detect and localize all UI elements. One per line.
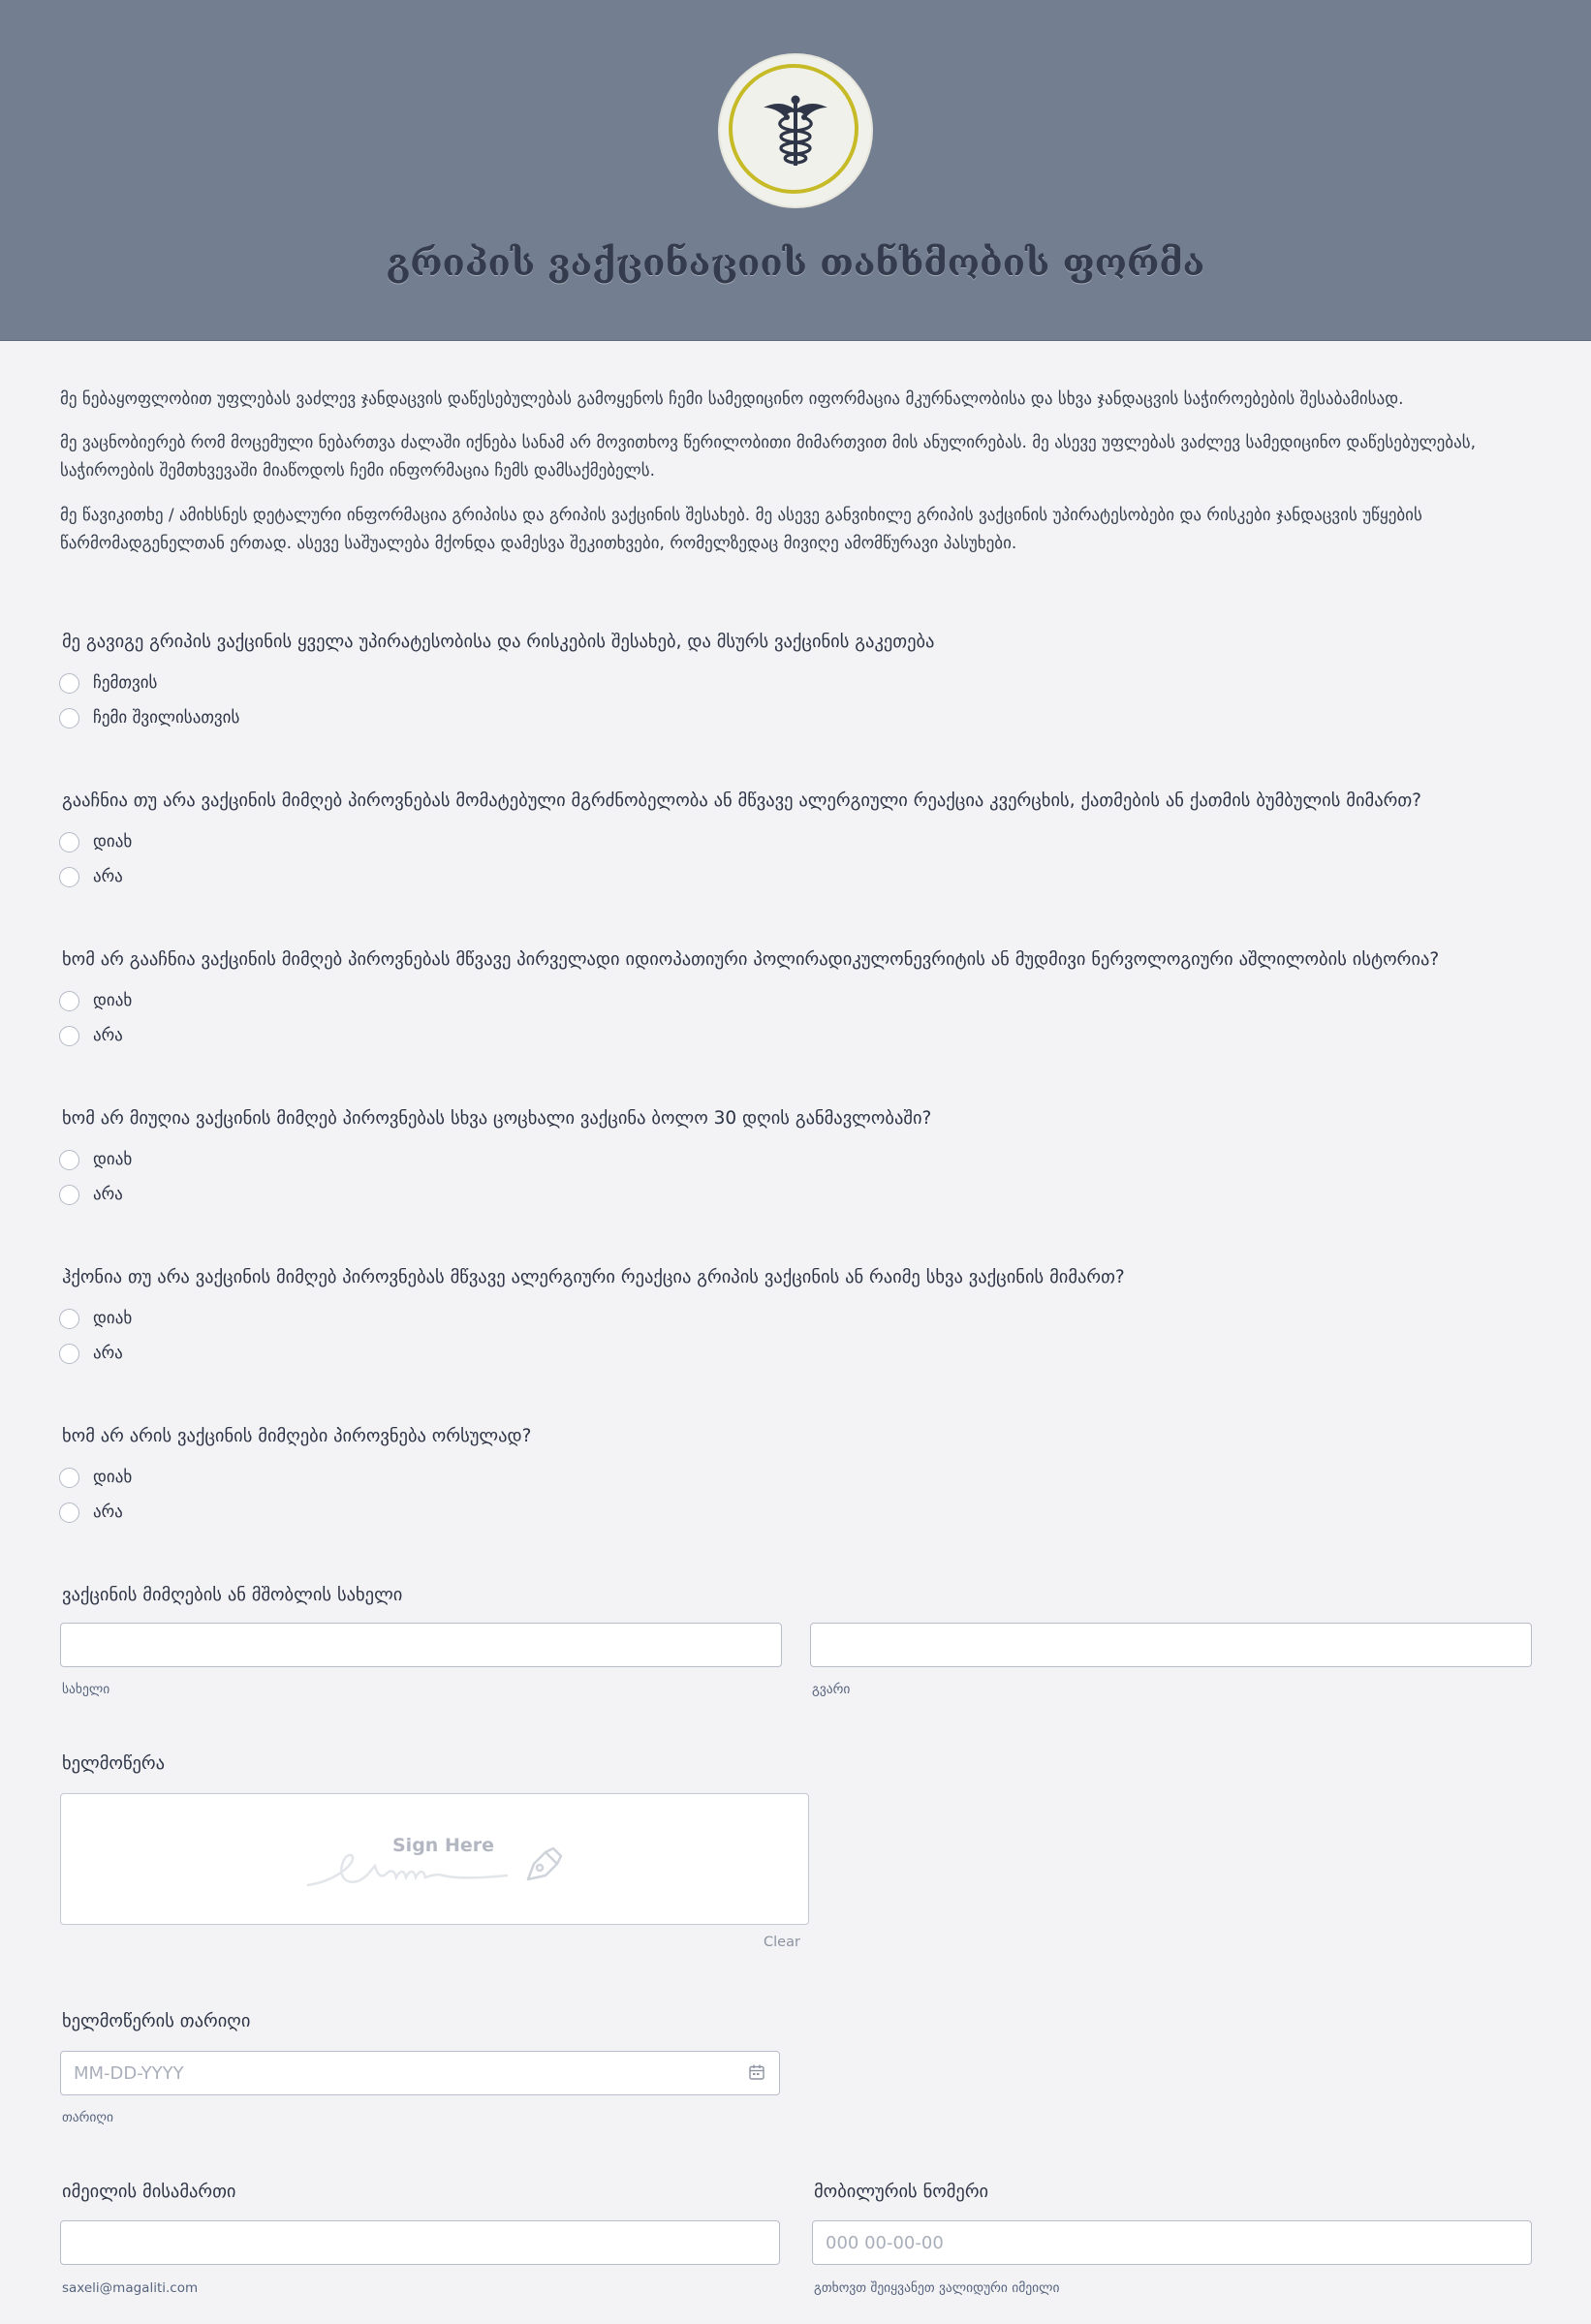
question-6-option-1[interactable] [59,1466,132,1489]
option-label: არა [93,1344,123,1363]
question-5-label: ჰქონია თუ არა ვაქცინის მიმღებ პიროვნებას მწვავე ალერგიური რეაქცია გრიპის ვაქცინის ან რაიმე სხვა ვაქცინის მიმართ? [62,1267,1125,1287]
radio-button[interactable] [59,1026,79,1046]
radio-button[interactable] [59,1309,79,1329]
sign-here-placeholder: Sign Here [392,1835,494,1856]
option-label: დიახ [93,1468,133,1487]
first-name-sublabel: სახელი [62,1682,110,1697]
form-title: გრიპის ვაქცინაციის თანხმობის ფორმა [386,240,1205,284]
radio-button[interactable] [59,708,79,728]
form-header [0,0,1591,341]
signature-pad[interactable] [60,1793,809,1925]
caduceus-icon [762,94,829,168]
email-input[interactable] [60,2220,780,2265]
date-input[interactable] [60,2051,780,2095]
last-name-input[interactable] [810,1623,1532,1667]
intro-paragraph-2: მე ვაცნობიერებ რომ მოცემული ნებართვა ძალაში იქნება სანამ არ მოვითხოვ წერილობითი მიმართვით მის ანულირებას. მე ასევე უფლებას ვაძლევ სამედიცინო დაწესებულებას, საჭიროების შემთხვევაში მიაწოდოს ჩემი ინფორმაცია ჩემს დამსაქმებელს. [60,433,1477,480]
clear-signature-button[interactable]: Clear [764,1935,800,1950]
option-label: არა [93,1026,123,1045]
intro-paragraph-3: მე წავიკითხე / ამიხსნეს დეტალური ინფორმაცია გრიპისა და გრიპის ვაქცინის შესახებ. მე ასევე განვიხილე გრიპის ვაქცინის უპირატესობები და რისკები ჯანდაცვის უწყების წარმომადგენელთან ერთად. ასევე საშუალება მქონდა დამესვა შეკითხვები, რომელზედაც მივიღე ამომწურავი პასუხები. [60,506,1422,553]
pen-icon [528,1848,561,1879]
radio-button[interactable] [59,1468,79,1488]
calendar-icon[interactable] [748,2063,765,2081]
option-label: დიახ [93,832,133,852]
question-4-label: ხომ არ მიუღია ვაქცინის მიმღებ პიროვნებას სხვა ცოცხალი ვაქცინა ბოლო 30 დღის განმავლობაში? [62,1108,932,1129]
question-4-option-2[interactable] [59,1183,123,1206]
option-label: ჩემთვის [93,673,158,693]
question-1-option-1[interactable] [59,671,157,695]
first-name-input[interactable] [60,1623,782,1667]
radio-button[interactable] [59,867,79,887]
email-field-label: იმეილის მისამართი [62,2182,236,2202]
radio-button[interactable] [59,1185,79,1205]
radio-button[interactable] [59,1344,79,1364]
name-field-label: ვაქცინის მიმღების ან მშობლის სახელი [62,1585,403,1605]
question-3-option-2[interactable] [59,1024,123,1047]
question-1-label: მე გავიგე გრიპის ვაქცინის ყველა უპირატესობისა და რისკების შესახებ, და მსურს ვაქცინის გაკეთება [62,632,935,652]
phone-field-label: მობილურის ნომერი [814,2182,989,2202]
email-sublabel: saxeli@magaliti.com [62,2280,199,2296]
option-label: არა [93,867,123,886]
intro-paragraph-1: მე ნებაყოფლობით უფლებას ვაძლევ ჯანდაცვის დაწესებულებას გამოყენოს ჩემი სამედიცინო იფორმაცია მკურნალობისა და სხვა ჯანდაცვის საჭიროებების შესაბამისად. [60,389,1404,409]
question-5-option-1[interactable] [59,1307,132,1330]
question-3-option-1[interactable] [59,989,132,1012]
question-2-option-1[interactable] [59,830,132,853]
date-field-label: ხელმოწერის თარიღი [62,2011,251,2031]
radio-button[interactable] [59,991,79,1011]
option-label: დიახ [93,991,133,1010]
question-3-label: ხომ არ გააჩნია ვაქცინის მიმღებ პიროვნებას მწვავე პირველადი იდიოპათიური პოლირადიკულონევრიტის ან მუდმივი ნერვოლოგიური აშლილობის ისტორია? [62,949,1440,970]
phone-input[interactable] [812,2220,1532,2265]
option-label: ჩემი შვილისათვის [93,708,240,728]
question-5-option-2[interactable] [59,1342,123,1365]
option-label: დიახ [93,1309,133,1328]
question-2-label: გააჩნია თუ არა ვაქცინის მიმღებ პიროვნებას მომატებული მგრძნობელობა ან მწვავე ალერგიული რეაქცია კვერცხის, ქათმების ან ქათმის ბუმბულის მიმართ? [62,790,1421,811]
option-label: არა [93,1185,123,1204]
question-6-label: ხომ არ არის ვაქცინის მიმღები პიროვნება ორსულად? [62,1426,532,1446]
option-label: დიახ [93,1150,133,1169]
date-sublabel: თარიღი [62,2110,113,2125]
radio-button[interactable] [59,673,79,694]
question-2-option-2[interactable] [59,865,123,888]
question-4-option-1[interactable] [59,1148,132,1171]
last-name-sublabel: გვარი [812,1682,851,1697]
radio-button[interactable] [59,1150,79,1170]
radio-button[interactable] [59,1503,79,1523]
logo [720,55,871,206]
option-label: არა [93,1503,123,1522]
question-1-option-2[interactable] [59,706,239,729]
question-6-option-2[interactable] [59,1501,123,1524]
phone-sublabel: გთხოვთ შეიყვანეთ ვალიდური იმეილი [814,2280,1060,2296]
signature-label: ხელმოწერა [62,1753,166,1774]
radio-button[interactable] [59,832,79,852]
